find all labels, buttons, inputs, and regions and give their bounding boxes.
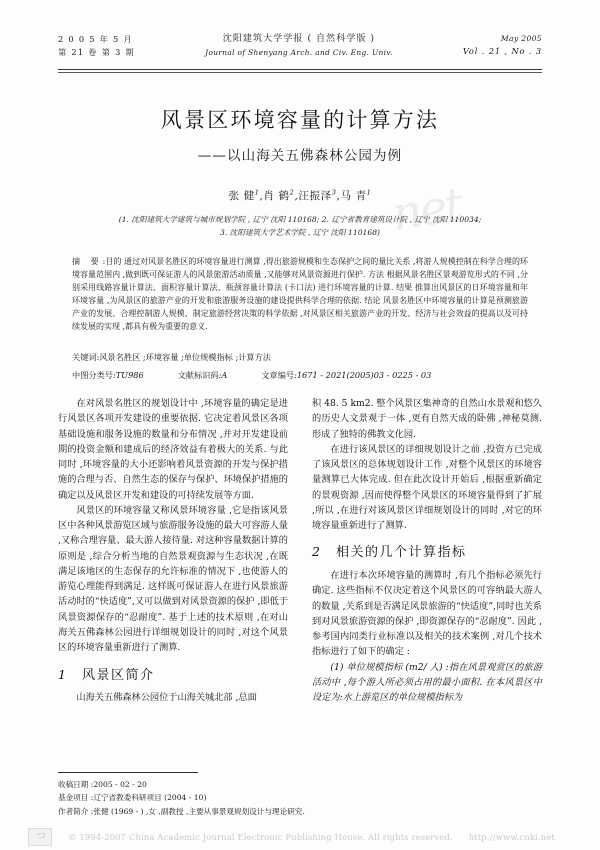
- author-affil-ref-3: 3: [331, 188, 337, 197]
- author-affil-ref-2: 2: [289, 188, 295, 197]
- abstract-label: 摘 要: [72, 257, 103, 266]
- body-column-left: [58, 396, 288, 766]
- abstract-text: :目的 通过对风景名胜区的环境容量进行测算 ,得出旅游规模和生态保护之间的量比关系 ,将游人规模控制在科学合理的环境容量范围内 ,做到既可保证游人的风景旅游活动质量 ,又能够对风景资源进行保护. 方法 根据风景名胜区景观游览形式的不同 ,分别采用线路容量计算法、面积容量计算法、瓶颈容量计算法 (卡口法) 进行环境容量的计算. 结果 推算出风景区的日环境容量和年环境容量 ,为风景区的旅游产业的开发和旅游服务设施的建设提供科学合理的依据. 结论 风景名胜区中环境容量的计算是预测旅游产业的发展、合理控制游人规模、制定旅游经营决策的科学依据 ,对风景区相关旅游产业的开发、经济与社会效益的提高以及可持续发展的实现 ,都具有极为重要的意义.: [72, 257, 529, 331]
- abstract-block: [72, 256, 528, 334]
- paragraph: 在对风景名胜区的规划设计中 ,环境容量的确定是进行风景区各项开发建设的重要依据. 它决定着风景区各项基础设施和服务设施的数量和分布情况 ,并对开发建设前期的投资金额和建成后的经济效益有着极大的关系. 与此同时 ,环境容量的大小还影响着风景资源的开发与保护措施的合理与否、自然生态的保存与保护、环境保护措施的确定以及风景区开发和建设的可持续发展等方面.: [58, 398, 288, 501]
- clc-label: 中图分类号: [72, 370, 113, 380]
- article-id-label: 文章编号: [261, 370, 295, 380]
- author-name-1: 张 健: [228, 190, 255, 202]
- author-name-3: 汪振泽: [298, 190, 332, 202]
- footnote-funding: 基金项目 :辽宁省教委科研项目 (2004 - 10): [58, 793, 207, 803]
- author-affil-ref-1: 1: [254, 188, 260, 197]
- watermark: net: [388, 176, 466, 242]
- affiliation-line-1: (1. 沈阳建筑大学建筑与城市规划学院 , 辽宁 沈阳 110168; 2. 辽宁省教育建筑设计院 , 辽宁 沈阳 110034;: [118, 215, 482, 224]
- section-number: 1: [58, 666, 68, 682]
- keywords-label: 关键词: [72, 352, 97, 362]
- issue-date-en: May 2005: [500, 34, 542, 43]
- paragraph: 风景区的环境容量又称风景环境容量 ,它是指该风景区中各种风景游览区域与旅游服务设施的最大可容游人量 ,又称合理容量、最大游人接待量. 对这种容量数据计算的原则是 ,综合分析当地的自然景观资源与生态状况 ,在既满足该地区的生态保存的允许标准的情况下 ,也使游人的游览心理能得到满足. 这样既可保证游人在进行风景旅游活动时的“快适度”,又可以做到对风景资源的保护 ,即低于风景资源保存的“忍耐度”. 基于上述的技术原则 ,在对山海关五佛森林公园进行详细规划设计的同时 ,对这个风景区的环境容量重新进行了测算.: [58, 504, 288, 654]
- cnki-footer: [0, 824, 600, 850]
- volume-issue-en: Vol . 21 , No . 3: [462, 45, 542, 56]
- cnki-url-link[interactable]: http://www.cnki.net: [468, 832, 555, 842]
- section-heading-1: [58, 665, 288, 687]
- paragraph: 积 48. 5 km2. 整个风景区集神奇的自然山水景观和悠久的历史人文景观于一体 ,更有自然天成的卧佛 ,神秘莫测. 形成了独特的佛教文化园.: [312, 398, 542, 440]
- body-columns: [58, 396, 542, 766]
- author-list: 张 健$^1$,肖 鹤$^2$,汪振泽$^3$,马 青$^1$: [228, 188, 372, 202]
- masthead-center: [135, 33, 463, 58]
- copyright-text: © 1994-2007 China Academic Journal Electronic Publishing House. All rights reserved.: [68, 832, 453, 842]
- section-title: 相关的几个计算指标: [336, 545, 467, 561]
- paragraph: 在进行该风景区的详细规划设计之前 ,投资方已完成了该风景区的总体规划设计工作 ,对整个风景区的环境容量测算已大体完成. 但在此次设计开始后 ,根据重新确定的景观资源 ,因而使得整个风景区的环境容量得到了扩展 ,所以 ,在进行对该风景区详细规划设计的同时 ,对它的环境容量重新进行了测算.: [312, 443, 542, 532]
- affiliations: [72, 213, 528, 239]
- footer-text: [68, 832, 555, 842]
- issue-date-cn: 2 0 0 5 年 5 月: [58, 34, 133, 44]
- author-name-2: 肖 鹤: [263, 190, 290, 202]
- article-subtitle: ——以山海关五佛森林公园为例: [197, 148, 403, 164]
- cnki-logo-icon: つ: [28, 828, 52, 846]
- footnote-divider: [58, 772, 198, 773]
- doc-code-value: :A: [218, 370, 228, 380]
- body-column-right: [312, 396, 542, 766]
- paragraph: 山海关五佛森林公园位于山海关城北部 ,总面: [76, 692, 257, 704]
- footnote-author-bio: 作者简介 :张健 (1969 - ) ,女 ,副教授 ,主要从事景观规划设计与理论研究.: [58, 806, 305, 816]
- volume-issue-cn: 第 21 卷 第 3 期: [58, 46, 135, 57]
- journal-title-cn: 沈阳建筑大学学报 ( 自然科学版 ): [222, 34, 376, 44]
- paragraph: 在进行本次环境容量的测算时 ,有几个指标必须先行确定. 这些指标不仅决定着这个风景区的可容纳最大游人的数量 ,关系到是否满足风景旅游的“快适度”,同时也关系到对风景旅游资源的保护 ,即资源保存的“忍耐度”. 因此 ,参考国内同类行业标准以及相关的技术案例 ,对几个技术指标进行了如下的确定 :: [312, 569, 542, 658]
- footnotes-block: [58, 778, 458, 818]
- article-id-value: :1671 - 2021(2005)03 - 0225 - 03: [294, 370, 432, 380]
- section-title: 风景区简介: [82, 667, 155, 683]
- classification-block: [72, 370, 528, 381]
- keywords-value: :风景名胜区 ;环境容量 ;单位规模指标 ;计算方法: [96, 352, 271, 362]
- clc-value: :TU986: [112, 370, 144, 380]
- journal-title-en: Journal of Shenyang Arch. and Civ. Eng. Univ.: [205, 47, 393, 57]
- masthead-right: [463, 33, 542, 57]
- section-heading-2: [312, 542, 542, 564]
- footnote-received-date: 收稿日期 :2005 - 02 - 20: [58, 780, 147, 789]
- masthead: [58, 33, 542, 58]
- article-title: 风景区环境容量的计算方法: [160, 108, 440, 132]
- section-number: 2: [312, 544, 322, 560]
- paragraph: (1) 单位规模指标 (m2/ 人) :指在风景观赏区的旅游活动中 ,每个游人所必须占用的最小面积. 在本风景区中设定为:水上游览区的单位规模指标为: [312, 661, 542, 704]
- keywords-block: [72, 352, 528, 363]
- masthead-divider: [58, 69, 542, 73]
- author-name-4: 马 青: [340, 190, 367, 202]
- doc-code-label: 文献标识码: [177, 370, 219, 380]
- affiliation-line-2: 3. 沈阳建筑大学艺术学院 , 辽宁 沈阳 110168): [220, 228, 380, 238]
- masthead-left: [58, 33, 135, 58]
- author-affil-ref-4: 1: [366, 188, 372, 197]
